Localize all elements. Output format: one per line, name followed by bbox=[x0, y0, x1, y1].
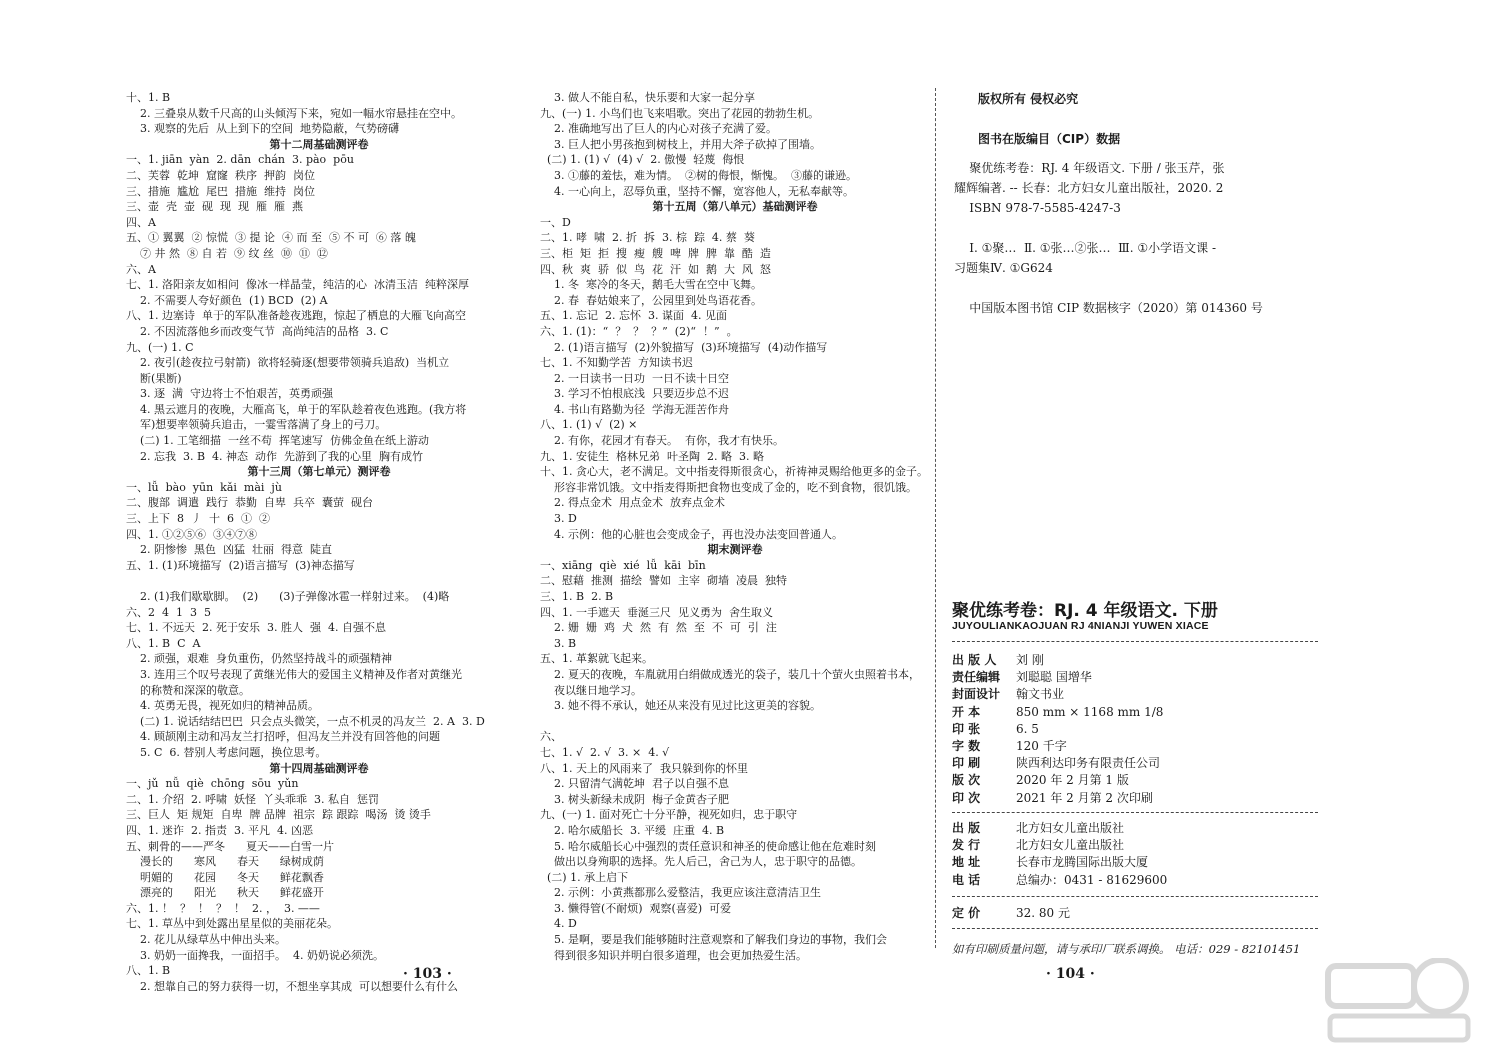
answer-line: 十、1. B bbox=[126, 91, 171, 104]
info-value: 北方妇女儿童出版社 bbox=[1016, 838, 1125, 853]
info-row bbox=[952, 837, 1322, 854]
answer-line: 4. 英勇无畏，视死如归的精神品质。 bbox=[126, 699, 319, 713]
answer-line: 2. 忘我 3. B 4. 神态 动作 先游到了我的心里 胸有成竹 bbox=[126, 449, 424, 463]
info-value: 陕西利达印务有限责任公司 bbox=[1016, 756, 1161, 771]
answer-line: 5. C 6. 替别人考虑问题，换位思考。 bbox=[126, 745, 327, 759]
answer-line bbox=[540, 714, 930, 730]
publisher-info bbox=[952, 820, 1322, 889]
answer-line: 四、秋 爽 骄 似 鸟 花 汗 如 鹅 大 风 怒 bbox=[540, 262, 771, 276]
answer-line: 2. 花儿从绿草丛中伸出头来。 bbox=[126, 933, 286, 947]
price-value: 32. 80 元 bbox=[1016, 906, 1070, 920]
answer-line: 六、A bbox=[126, 262, 156, 276]
answer-line: 断(果断) bbox=[126, 371, 182, 385]
answer-line: 做出以身殉职的选择。先人后己，舍己为人，忠于职守的品德。 bbox=[540, 855, 862, 869]
answer-line: 七、1. 不知勤学苦 方知读书迟 bbox=[540, 356, 693, 370]
answer-line bbox=[126, 573, 512, 589]
answer-line: 五、1. (1)环境描写 (2)语言描写 (3)神态描写 bbox=[126, 558, 355, 572]
answer-line: 3. 观察的先后 从上到下的空间 地势隐蔽，气势磅礴 bbox=[126, 122, 399, 136]
page-number-left: · 103 · bbox=[403, 966, 452, 982]
page-number-right: · 104 · bbox=[1046, 966, 1095, 982]
answer-line: 明媚的 花园 冬天 鲜花飘香 bbox=[126, 870, 324, 884]
answer-line: 得到很多知识并明白很多道理，也会更加热爱生活。 bbox=[540, 948, 807, 962]
answer-line: 2. 哈尔威船长 3. 平缓 庄重 4. B bbox=[540, 823, 725, 837]
info-value: 翰文书业 bbox=[1016, 687, 1065, 702]
info-label: 字 数 bbox=[952, 739, 981, 754]
answer-line: 七、1. √ 2. √ 3. × 4. √ bbox=[540, 745, 670, 759]
info-row bbox=[952, 755, 1322, 772]
info-row bbox=[952, 820, 1322, 837]
info-label: 版 次 bbox=[952, 773, 981, 788]
book-title: 聚优练考卷：RJ. 4 年级语文. 下册 bbox=[952, 601, 1218, 621]
section-heading: 第十五周（第八单元）基础测评卷 bbox=[652, 200, 818, 214]
divider-line bbox=[952, 812, 1318, 813]
info-label: 出 版 bbox=[952, 821, 981, 835]
section-heading: 第十二周基础测评卷 bbox=[269, 137, 369, 151]
answer-line: 3. ①藤的羞怯，难为情。 ②树的侮恨，惭愧。 ③藤的谦逊。 bbox=[540, 168, 857, 182]
info-row bbox=[952, 704, 1322, 721]
info-label: 出 版 人 bbox=[952, 653, 997, 667]
answer-line: 三、1. B 2. B bbox=[540, 590, 614, 603]
answer-line: 2. 不因流落他乡而改变气节 高尚纯洁的品格 3. C bbox=[126, 324, 389, 338]
cip-body bbox=[954, 158, 1294, 318]
answer-line: 二、芙蓉 乾坤 窟窿 秩序 押韵 岗位 bbox=[126, 168, 315, 182]
answer-line: 2. 顽强，艰难 身负重伤，仍然坚持战斗的顽强精神 bbox=[126, 652, 392, 666]
answer-line: 四、1. 一手遮天 垂涎三尺 见义勇为 舍生取义 bbox=[540, 605, 773, 619]
answer-line: 四、A bbox=[126, 215, 156, 229]
info-row bbox=[952, 686, 1322, 703]
answer-line: 三、柜 矩 拒 搜 瘦 艘 啤 牌 脾 靠 酷 造 bbox=[540, 246, 771, 260]
info-value: 总编办：0431 - 81629600 bbox=[1016, 872, 1168, 887]
price-row bbox=[952, 905, 1322, 922]
answer-line: 2. 准确地写出了巨人的内心对孩子充满了爱。 bbox=[540, 122, 777, 136]
answer-line: (二) 1. 说话结结巴巴 只会点头微笑，一点不机灵的冯友兰 2. A 3. D bbox=[126, 714, 485, 728]
answer-line: 三、壶 壳 壶 砚 现 现 雁 雁 燕 bbox=[126, 200, 303, 214]
info-value: 长春市龙腾国际出版大厦 bbox=[1016, 855, 1149, 870]
info-label: 电 话 bbox=[952, 872, 981, 887]
section-heading: 第十四周基础测评卷 bbox=[269, 761, 369, 775]
answer-line: 五、1. 忘记 2. 忘怀 3. 谋面 4. 见面 bbox=[540, 309, 727, 323]
answer-line: 2. 不需要人夸好颜色 (1) BCD (2) A bbox=[126, 293, 328, 307]
answer-line: 三、措施 尴尬 尾巴 措施 维持 岗位 bbox=[126, 184, 315, 198]
info-value: 6. 5 bbox=[1016, 721, 1039, 736]
answer-line: 4. 一心向上，忍辱负重，坚持不懈，宽容他人，无私奉献等。 bbox=[540, 184, 854, 198]
answer-line: 一、1. jiān yàn 2. dān chán 3. pào pōu bbox=[126, 153, 354, 167]
answer-line: 二、慰藉 推测 描绘 譬如 主宰 砌墙 凌晨 独特 bbox=[540, 574, 787, 588]
cip-line bbox=[954, 218, 1294, 238]
info-value: 120 千字 bbox=[1016, 739, 1067, 754]
info-value: 北方妇女儿童出版社 bbox=[1016, 821, 1125, 835]
answer-line: 八、1. B bbox=[126, 964, 171, 978]
answer-line: 2. (1)我们歇歇脚。 (2) (3)子弹像冰雹一样射过来。 (4)略 bbox=[126, 590, 450, 603]
info-value: 2021 年 2 月第 2 次印刷 bbox=[1016, 790, 1153, 805]
info-label: 地 址 bbox=[952, 855, 981, 870]
answer-line: 四、1. ①②⑤⑥ ③④⑦⑧ bbox=[126, 527, 257, 541]
info-value: 850 mm × 1168 mm 1/8 bbox=[1016, 704, 1164, 719]
answer-line: 七、1. 草丛中到处露出星星似的美丽花朵。 bbox=[126, 917, 338, 931]
answer-line: 2. 得点金术 用点金术 放弃点金术 bbox=[540, 496, 725, 510]
info-label: 封面设计 bbox=[952, 687, 1001, 702]
info-label: 印 次 bbox=[952, 790, 981, 805]
answer-line: 六、1. (1)：“ ？ ？ ？” (2)“ ！” 。 bbox=[540, 324, 738, 338]
answer-line: 5. 是啊，要是我们能够随时注意观察和了解我们身边的事物，我们会 bbox=[540, 933, 887, 947]
answer-line: 4. 书山有路勤为径 学海无涯苦作舟 bbox=[540, 402, 729, 416]
answer-line: 3. D bbox=[540, 512, 577, 526]
cip-line: 耀辉编著. -- 长春：北方妇女儿童出版社，2020. 2 bbox=[954, 181, 1224, 195]
answer-line: 二、1. 介绍 2. 呼啸 妖怪 丫头乖乖 3. 私自 惩罚 bbox=[126, 792, 379, 806]
answer-line: 3. B bbox=[540, 636, 577, 650]
answer-line: 3. 巨人把小男孩抱到树枝上，并用大斧子砍掉了围墙。 bbox=[540, 137, 821, 151]
answer-line: 一、jǔ nǚ qiè chōng sōu yǔn bbox=[126, 777, 299, 791]
answer-line: 七、1. 洛阳亲友如相问 像冰一样晶莹，纯洁的心 冰清玉洁 纯粹深厚 bbox=[126, 278, 469, 292]
answer-line: (二) 1. 工笔细描 一丝不苟 挥笔速写 仿佛金鱼在纸上游动 bbox=[126, 434, 430, 448]
info-label: 发 行 bbox=[952, 838, 981, 853]
answer-line: 5. 哈尔威船长心中强烈的责任意识和神圣的使命感让他在危难时刻 bbox=[540, 839, 876, 853]
answer-line: 4. 黑云遮月的夜晚，大雁高飞，单于的军队趁着夜色逃跑。(我方将 bbox=[126, 402, 467, 416]
answer-line: 五、① 翼翼 ② 惊慌 ③ 提 论 ④ 而 至 ⑤ 不 可 ⑥ 落 魄 bbox=[126, 231, 416, 245]
info-label: 印 张 bbox=[952, 721, 981, 736]
answer-line: 一、D bbox=[540, 215, 571, 229]
info-row bbox=[952, 872, 1322, 889]
info-label: 印 刷 bbox=[952, 756, 981, 771]
answer-line: 九、(一) 1. 小鸟们也飞来唱歌。突出了花园的勃勃生机。 bbox=[540, 106, 820, 120]
answer-line: 2. 一日读书一日功 一日不读十日空 bbox=[540, 371, 729, 385]
divider-line bbox=[952, 641, 1318, 642]
answer-line: 4. 顾颉刚主动和冯友兰打招呼，但冯友兰并没有回答他的问题 bbox=[126, 730, 440, 744]
answer-line: 四、1. 迷诈 2. 指责 3. 平凡 4. 凶恶 bbox=[126, 823, 313, 837]
answer-line: (二) 1. (1) √ (4) √ 2. 傲慢 轻蔑 侮恨 bbox=[540, 153, 745, 167]
answer-line: 2. 阴惨惨 黑色 凶猛 壮丽 得意 陡直 bbox=[126, 543, 332, 557]
answer-line: 4. D bbox=[540, 917, 577, 931]
book-title-pinyin: JUYOULIANKAOJUAN RJ 4NIANJI YUWEN XIACE bbox=[952, 620, 1209, 632]
answer-line: 六、2 4 1 3 5 bbox=[126, 605, 211, 619]
answer-line: 2. 姗 姗 鸡 犬 然 有 然 至 不 可 引 注 bbox=[540, 621, 777, 635]
info-row bbox=[952, 854, 1322, 871]
answer-line: 2. 春 春姑娘来了，公园里到处鸟语花香。 bbox=[540, 293, 762, 307]
info-row bbox=[952, 652, 1322, 669]
answer-line: 夜以继日地学习。 bbox=[540, 683, 642, 697]
answer-line: 一、xiāng qiè xié lǚ kāi bīn bbox=[540, 558, 706, 572]
answer-line: 2. (1)语言描写 (2)外貌描写 (3)环境描写 (4)动作描写 bbox=[540, 340, 828, 354]
section-heading: 第十三周（第七单元）测评卷 bbox=[247, 465, 391, 479]
answer-line: 3. 逐 满 守边将士不怕艰苦，英勇顽强 bbox=[126, 387, 333, 401]
answer-line: 三、巨人 矩 规矩 自卑 牌 品牌 祖宗 踪 跟踪 喝汤 烫 烫手 bbox=[126, 808, 431, 822]
divider-line bbox=[952, 896, 1318, 897]
answer-line: 漂亮的 阳光 秋天 鲜花盛开 bbox=[126, 886, 324, 900]
answer-line: 2. 有你，花园才有春天。 有你，我才有快乐。 bbox=[540, 434, 784, 448]
answer-line: 五、刺骨的——严冬 夏天——白雪一片 bbox=[126, 839, 334, 853]
answer-line: 九、1. 安徒生 格林兄弟 叶圣陶 2. 略 3. 略 bbox=[540, 449, 764, 463]
info-value: 刘 刚 bbox=[1016, 653, 1044, 667]
answer-line: 2. 示例：小黄燕都那么爱整洁，我更应该注意清洁卫生 bbox=[540, 886, 821, 900]
answer-line: ⑦ 井 然 ⑧ 自 若 ⑨ 纹 丝 ⑩ ⑪ ⑫ bbox=[126, 246, 328, 260]
answer-line: 漫长的 寒风 春天 绿树成荫 bbox=[126, 855, 324, 869]
answer-line: 八、1. B C A bbox=[126, 636, 201, 650]
answer-line: 九、(一) 1. 面对死亡十分平静，视死如归，忠于职守 bbox=[540, 808, 798, 822]
answer-line: 2. 想靠自己的努力获得一切，不想坐享其成 可以想要什么有什么 bbox=[126, 979, 458, 993]
answer-line: 九、(一) 1. C bbox=[126, 340, 194, 354]
answer-line: 2. 夏天的夜晚，车胤就用白绢做成透光的袋子，装几十个萤火虫照着书本， bbox=[540, 667, 920, 681]
answer-line: 八、1. 边塞诗 单于的军队准备趁夜逃跑，惊起了栖息的大雁飞向高空 bbox=[126, 309, 466, 323]
answer-line: 3. 树头新绿未成阴 梅子金黄杏子肥 bbox=[540, 792, 729, 806]
answer-line: 八、1. 天上的风雨来了 我只躲到你的怀里 bbox=[540, 761, 748, 775]
answer-line: 十、1. 贪心大，老不满足。文中指麦得斯很贪心，祈祷神灵赐给他更多的金子。 bbox=[540, 465, 928, 479]
page-divider bbox=[935, 88, 936, 948]
answer-line: 2. 三叠泉从数千尺高的山头倾泻下来，宛如一幅水帘悬挂在空中。 bbox=[126, 106, 462, 120]
answer-line: 二、1. 哮 啸 2. 折 拆 3. 棕 踪 4. 蔡 葵 bbox=[540, 231, 755, 245]
info-row bbox=[952, 721, 1322, 738]
answer-line: (二) 1. 承上启下 bbox=[540, 870, 629, 884]
price-label: 定 价 bbox=[952, 906, 981, 920]
answer-line: 三、上下 8 丿 十 6 ① ② bbox=[126, 512, 270, 526]
answer-line: 六、 bbox=[540, 730, 562, 744]
cip-line: Ⅰ. ①聚… Ⅱ. ①张…②张… Ⅲ. ①小学语文课 - bbox=[954, 241, 1217, 255]
answer-line: 2. 夜引(趁夜拉弓射箭) 欲将轻骑逐(想要带领骑兵追敌) 当机立 bbox=[126, 356, 450, 370]
answer-line: 3. 连用三个叹号表现了黄继光伟大的爱国主义精神及作者对黄继光 bbox=[126, 667, 462, 681]
cip-line: 中国版本图书馆 CIP 数据核字（2020）第 014360 号 bbox=[954, 301, 1263, 315]
answer-line: 3. 奶奶一面搀我，一面招手。 4. 奶奶说必须洗。 bbox=[126, 948, 384, 962]
cip-title: 图书在版编目（CIP）数据 bbox=[978, 132, 1121, 146]
answer-line: 1. 冬 寒冷的冬天，鹅毛大雪在空中飞舞。 bbox=[540, 278, 762, 292]
info-row bbox=[952, 669, 1322, 686]
answer-line: 3. 懒得管(不耐烦) 观察(喜爱) 可爱 bbox=[540, 901, 732, 915]
copyright-notice: 版权所有 侵权必究 bbox=[978, 92, 1079, 106]
answer-line: 4. 示例：他的心脏也会变成金子，再也没办法变回普通人。 bbox=[540, 527, 843, 541]
answer-line: 军)想要率领骑兵追击，一霎雪落满了身上的弓刀。 bbox=[126, 418, 387, 432]
info-value: 2020 年 2 月第 1 版 bbox=[1016, 773, 1129, 788]
divider-line bbox=[952, 928, 1318, 929]
watermark-logo bbox=[1322, 958, 1472, 1044]
answer-line: 六、1. ！ ？ ！ ？ ！ 2. ， 3. —— bbox=[126, 901, 320, 915]
cip-line: 习题集Ⅳ. ①G624 bbox=[954, 261, 1053, 275]
answer-column-2 bbox=[540, 90, 930, 963]
info-value: 刘聪聪 国增华 bbox=[1016, 670, 1092, 685]
publication-info bbox=[952, 652, 1322, 807]
answer-line: 五、1. 革絮就飞起来。 bbox=[540, 652, 653, 666]
info-row bbox=[952, 790, 1322, 807]
answer-line: 3. 学习不怕根底浅 只要迈步总不迟 bbox=[540, 387, 729, 401]
answer-line: 二、腹部 调遣 践行 恭勤 自卑 兵卒 囊萤 砚台 bbox=[126, 496, 373, 510]
answer-line: 2. 只留清气满乾坤 君子以自强不息 bbox=[540, 777, 729, 791]
quality-notice: 如有印刷质量问题，请与承印厂联系调换。 电话：029 - 82101451 bbox=[952, 942, 1301, 956]
info-row bbox=[952, 772, 1322, 789]
answer-line: 的称赞和深深的敬意。 bbox=[126, 683, 250, 697]
answer-line: 七、1. 不远天 2. 死于安乐 3. 胜人 强 4. 自强不息 bbox=[126, 621, 386, 635]
answer-line: 形容非常饥饿。文中指麦得斯把食物也变成了金的，吃不到食物，很饥饿。 bbox=[540, 480, 917, 494]
answer-line: 八、1. (1) √ (2) × bbox=[540, 418, 638, 432]
cip-line: 聚优练考卷：RJ. 4 年级语文. 下册 / 张玉芹，张 bbox=[954, 161, 1225, 175]
answer-line: 3. 做人不能自私，快乐要和大家一起分享 bbox=[540, 91, 755, 104]
cip-line bbox=[954, 278, 1294, 298]
info-row bbox=[952, 738, 1322, 755]
answer-column-1 bbox=[126, 90, 512, 994]
info-label: 开 本 bbox=[952, 704, 981, 719]
section-heading: 期末测评卷 bbox=[707, 543, 763, 557]
answer-line: 3. 她不得不承认，她还从来没有见过比这更美的容貌。 bbox=[540, 699, 821, 713]
info-label: 责任编辑 bbox=[952, 670, 1001, 685]
answer-line: 一、lǚ bào yūn kǎi mài jù bbox=[126, 480, 282, 494]
cip-line: ISBN 978-7-5585-4247-3 bbox=[954, 201, 1121, 215]
